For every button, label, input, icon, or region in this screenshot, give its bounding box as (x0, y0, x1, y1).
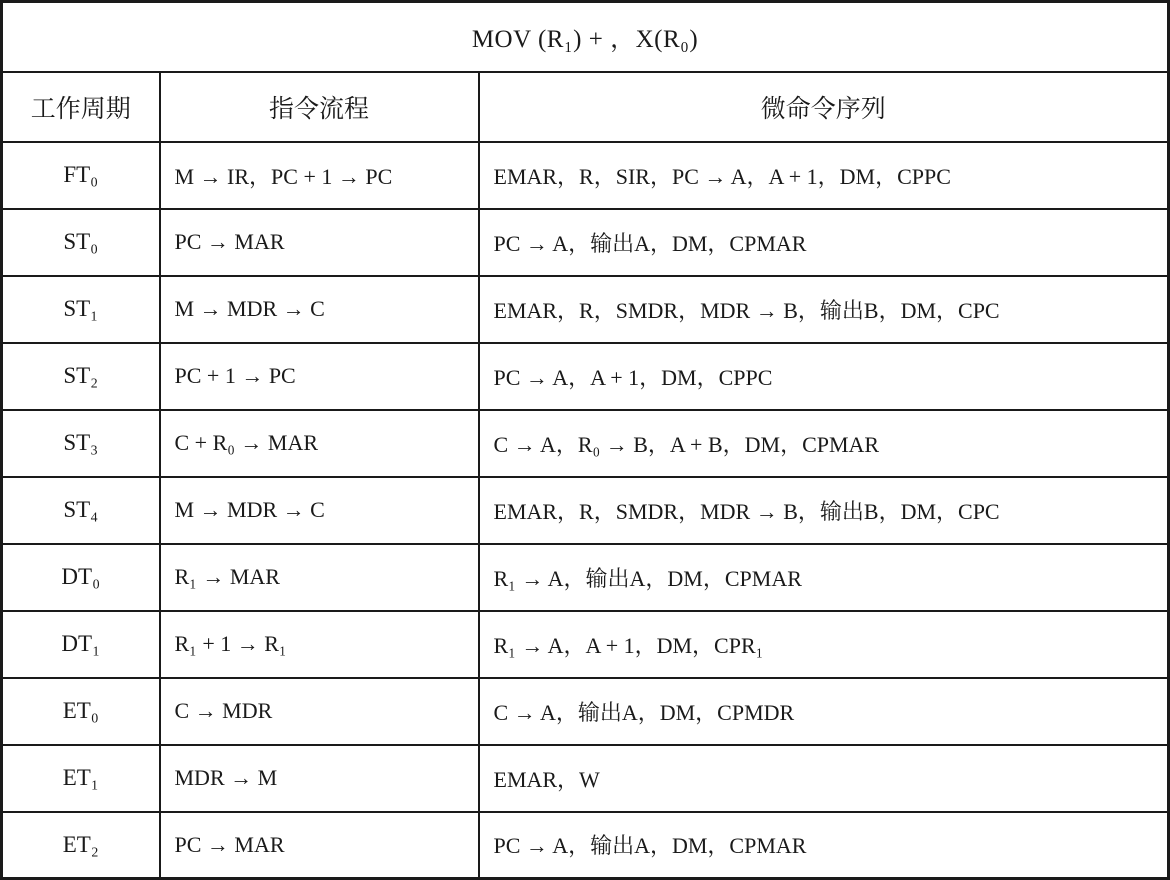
micro-cell: PC → A，输出A，DM，CPMAR (479, 812, 1169, 879)
table-row (2, 477, 1169, 544)
header-row (2, 72, 1169, 142)
cycle-cell: DT₀ (2, 544, 160, 611)
flow-cell: MDR → M (160, 745, 479, 812)
micro-cell: R₁ → A，A + 1，DM，CPR₁ (479, 611, 1169, 678)
flow-cell: PC + 1 → PC (160, 343, 479, 410)
micro-cell: C → A，R₀ → B，A + B，DM，CPMAR (479, 410, 1169, 477)
cycle-cell: ST₂ (2, 343, 160, 410)
cycle-cell: ET₁ (2, 745, 160, 812)
flow-cell: R₁ → MAR (160, 544, 479, 611)
table-title: MOV (R₁) + ，X(R₀) (2, 2, 1169, 72)
table-row (2, 343, 1169, 410)
title-row (2, 2, 1169, 72)
header-micro-sequence: 微命令序列 (479, 72, 1169, 142)
cycle-cell: ST₃ (2, 410, 160, 477)
micro-cell: EMAR，R，SMDR，MDR → B，输出B，DM，CPC (479, 477, 1169, 544)
table-row (2, 812, 1169, 879)
cycle-cell: ST₁ (2, 276, 160, 343)
flow-cell: C → MDR (160, 678, 479, 745)
flow-cell: M → IR，PC + 1 → PC (160, 142, 479, 209)
table-row (2, 678, 1169, 745)
micro-cell: EMAR，R，SMDR，MDR → B，输出B，DM，CPC (479, 276, 1169, 343)
header-work-cycle: 工作周期 (2, 72, 160, 142)
header-instruction-flow: 指令流程 (160, 72, 479, 142)
micro-cell: PC → A，A + 1，DM，CPPC (479, 343, 1169, 410)
table-row (2, 544, 1169, 611)
micro-cell: C → A，输出A，DM，CPMDR (479, 678, 1169, 745)
flow-cell: PC → MAR (160, 209, 479, 276)
flow-cell: PC → MAR (160, 812, 479, 879)
table-row (2, 276, 1169, 343)
cycle-cell: ET₀ (2, 678, 160, 745)
cycle-cell: DT₁ (2, 611, 160, 678)
micro-cell: PC → A，输出A，DM，CPMAR (479, 209, 1169, 276)
table-row (2, 611, 1169, 678)
flow-cell: R₁ + 1 → R₁ (160, 611, 479, 678)
micro-cell: EMAR，R，SIR，PC → A，A + 1，DM，CPPC (479, 142, 1169, 209)
flow-cell: M → MDR → C (160, 276, 479, 343)
table-row (2, 142, 1169, 209)
cycle-cell: ET₂ (2, 812, 160, 879)
cycle-cell: ST₄ (2, 477, 160, 544)
table-row (2, 745, 1169, 812)
micro-cell: EMAR，W (479, 745, 1169, 812)
table-row (2, 209, 1169, 276)
table-row (2, 410, 1169, 477)
flow-cell: C + R₀ → MAR (160, 410, 479, 477)
cycle-cell: ST₀ (2, 209, 160, 276)
cycle-cell: FT₀ (2, 142, 160, 209)
flow-cell: M → MDR → C (160, 477, 479, 544)
micro-cell: R₁ → A，输出A，DM，CPMAR (479, 544, 1169, 611)
